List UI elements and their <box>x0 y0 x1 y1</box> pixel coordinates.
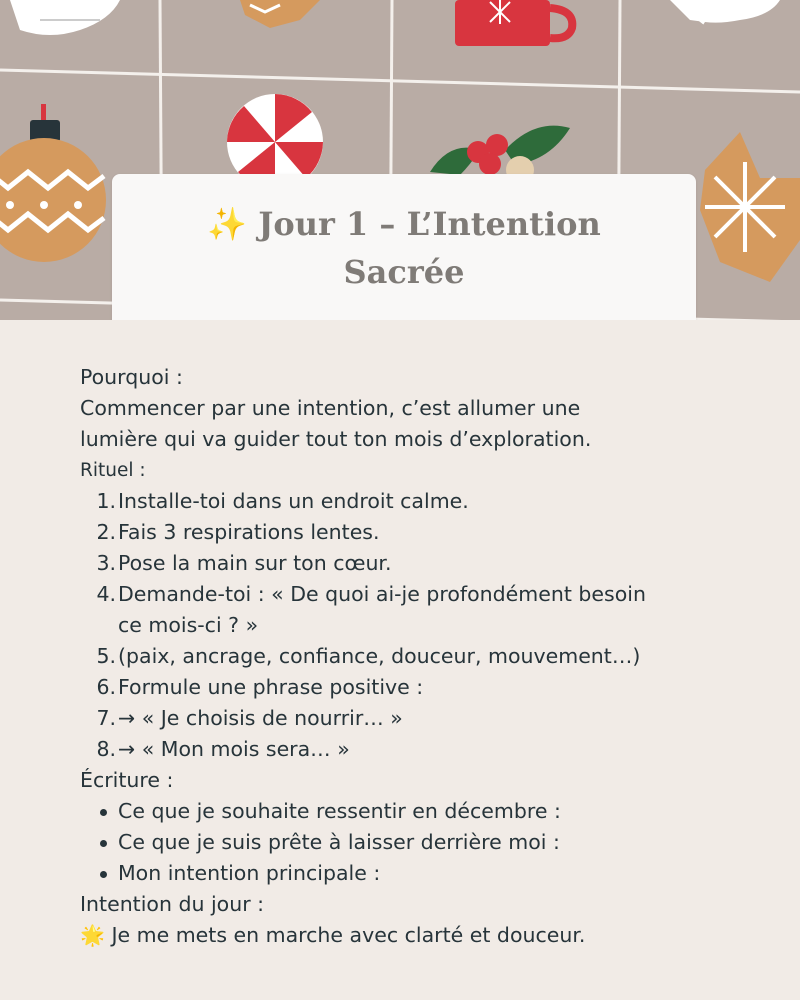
title-line-2: Sacrée <box>343 253 465 291</box>
list-item: 6. Formule une phrase positive : <box>96 675 424 699</box>
list-item: Mon intention principale : <box>80 858 760 889</box>
gingerbread-star-icon-2 <box>700 132 800 282</box>
daily-heading: Intention du jour : <box>80 892 265 916</box>
intro-line-1: Commencer par une intention, c’est allumer une <box>80 396 581 420</box>
writing-heading: Écriture : <box>80 768 174 792</box>
list-item: 7. → « Je choisis de nourrir… » <box>96 706 403 730</box>
list-item: 2. Fais 3 respirations lentes. <box>96 520 380 544</box>
ornament-icon <box>0 104 106 262</box>
title-card <box>112 174 696 320</box>
main-content <box>80 362 760 951</box>
list-item: Ce que je suis prête à laisser derrière moi : <box>80 827 760 858</box>
sparkle-icon: ✨ <box>207 205 248 243</box>
decorative-header <box>0 0 800 320</box>
ritual-steps <box>80 486 760 765</box>
teapot-icon <box>10 0 120 35</box>
title-line-1: Jour 1 – L’Intention <box>258 205 601 243</box>
page-title <box>112 200 696 248</box>
gingerbread-star-icon <box>240 0 320 28</box>
intro-line-2: lumière qui va guider tout ton mois d’exploration. <box>80 427 592 451</box>
list-item: 4. Demande-toi : « De quoi ai-je profondément besoin ce mois-ci ? » <box>96 582 646 637</box>
red-mug-icon <box>455 0 572 46</box>
star-icon: 🌟 <box>80 923 105 947</box>
list-item: 8. → « Mon mois sera… » <box>96 737 350 761</box>
daily-intention-text: Je me mets en marche avec clarté et douceur. <box>111 923 586 947</box>
writing-list <box>80 796 760 889</box>
white-cup-icon <box>670 0 780 23</box>
daily-intention <box>80 920 760 951</box>
ritual-heading: Rituel : <box>80 460 146 481</box>
intro-heading: Pourquoi : <box>80 365 183 389</box>
list-item: 1. Installe-toi dans un endroit calme. <box>96 489 469 513</box>
list-item: Ce que je souhaite ressentir en décembre : <box>80 796 760 827</box>
list-item: 3. Pose la main sur ton cœur. <box>96 551 392 575</box>
list-item: 5. (paix, ancrage, confiance, douceur, mouvement…) <box>96 644 641 668</box>
